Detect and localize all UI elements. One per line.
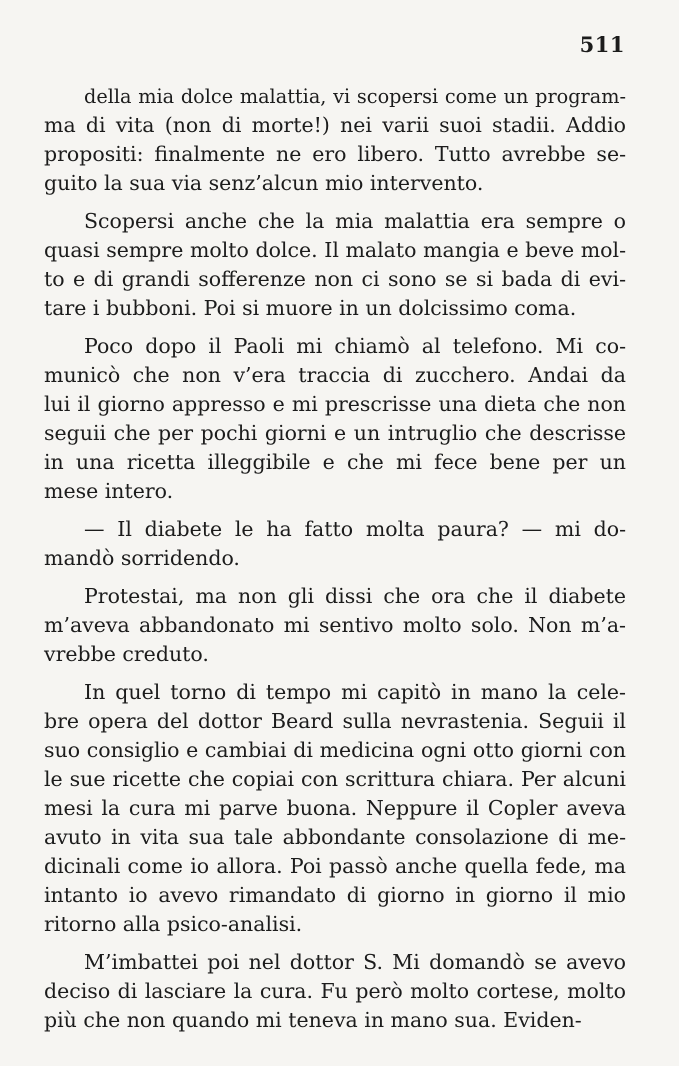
- text-line: guito la sua via senz’alcun mio intervento.: [44, 171, 484, 195]
- text-line: propositi: finalmente ne ero libero. Tutto avrebbe se-: [44, 142, 626, 166]
- page-number: 511: [579, 32, 625, 57]
- text-line: ma di vita (non di morte!) nei varii suoi stadii. Addio: [44, 113, 626, 137]
- paragraph: [44, 582, 626, 669]
- text-line: quasi sempre molto dolce. Il malato mangia e beve mol-: [44, 238, 626, 262]
- text-line: Poco dopo il Paoli mi chiamò al telefono. Mi co-: [84, 334, 626, 358]
- text-line: to e di grandi sofferenze non ci sono se si bada di evi-: [44, 267, 626, 291]
- text-line: lui il giorno appresso e mi prescrisse una dieta che non: [44, 392, 626, 416]
- text-line: deciso di lasciare la cura. Fu però molto cortese, molto: [44, 979, 626, 1003]
- text-line: le sue ricette che copiai con scrittura chiara. Per alcuni: [44, 767, 626, 791]
- paragraph: [44, 82, 626, 198]
- text-line: In quel torno di tempo mi capitò in mano la cele-: [84, 680, 626, 704]
- text-line: mandò sorridendo.: [44, 546, 240, 570]
- text-line: suo consiglio e cambiai di medicina ogni otto giorni con: [44, 738, 626, 762]
- text-line: vrebbe creduto.: [44, 642, 209, 666]
- text-line: Scopersi anche che la mia malattia era sempre o: [84, 209, 626, 233]
- text-line: m’aveva abbandonato mi sentivo molto solo. Non m’a-: [44, 613, 626, 637]
- text-line: Protestai, ma non gli dissi che ora che il diabete: [84, 584, 626, 608]
- paragraph: [44, 332, 626, 506]
- paragraph: [44, 515, 626, 573]
- text-line: municò che non v’era traccia di zucchero. Andai da: [44, 363, 626, 387]
- paragraph: [44, 207, 626, 323]
- text-line: in una ricetta illeggibile e che mi fece bene per un: [44, 450, 626, 474]
- text-line: — Il diabete le ha fatto molta paura? — mi do-: [84, 517, 626, 541]
- text-line: mese intero.: [44, 479, 174, 503]
- text-line: più che non quando mi teneva in mano sua. Eviden-: [44, 1008, 582, 1032]
- text-line: dicinali come io allora. Poi passò anche quella fede, ma: [44, 854, 626, 878]
- text-line: avuto in vita sua tale abbondante consolazione di me-: [44, 825, 626, 849]
- text-line: intanto io avevo rimandato di giorno in giorno il mio: [44, 883, 626, 907]
- text-line: M’imbattei poi nel dottor S. Mi domandò se avevo: [84, 950, 626, 974]
- text-line: bre opera del dottor Beard sulla nevrastenia. Seguii il: [44, 709, 626, 733]
- text-line: seguii che per pochi giorni e un intruglio che descrisse: [44, 421, 626, 445]
- paragraph: [44, 678, 626, 939]
- text-line: mesi la cura mi parve buona. Neppure il Copler aveva: [44, 796, 626, 820]
- body-text: [44, 82, 626, 1044]
- text-line: ritorno alla psico-analisi.: [44, 912, 303, 936]
- paragraph: [44, 948, 626, 1035]
- text-line: della mia dolce malattia, vi scopersi come un program-: [84, 85, 626, 108]
- text-line: tare i bubboni. Poi si muore in un dolcissimo coma.: [44, 296, 577, 320]
